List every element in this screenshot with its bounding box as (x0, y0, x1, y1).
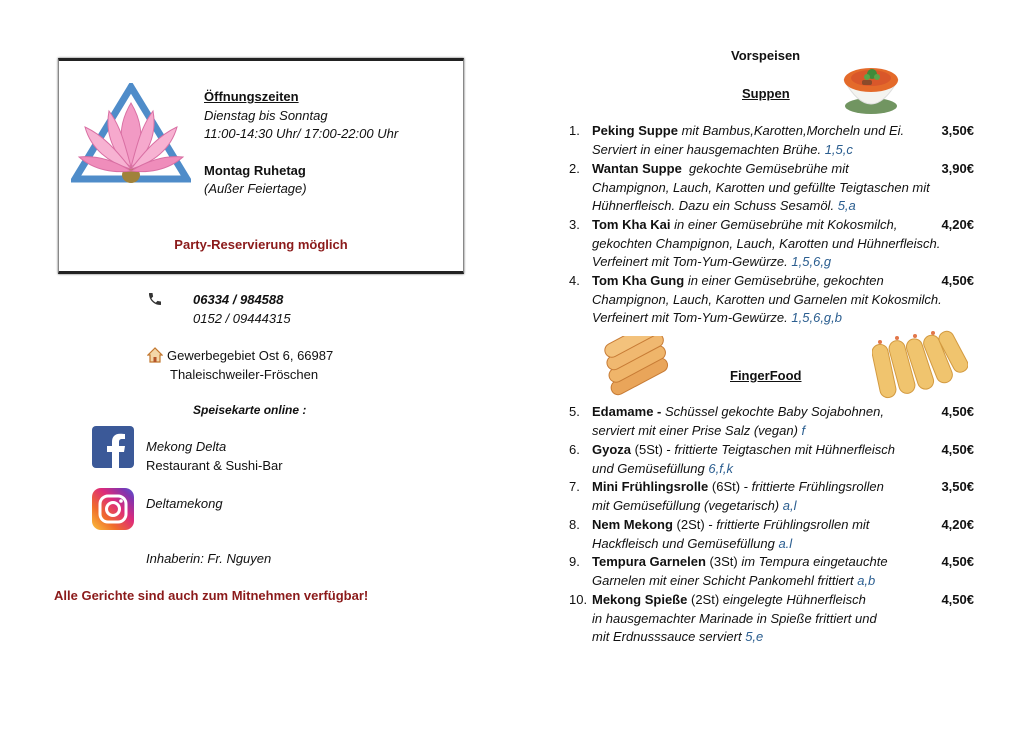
item-name: Wantan Suppe (592, 161, 682, 176)
item-number: 7. (569, 479, 580, 494)
menu-item (569, 441, 974, 478)
item-allergens: a,l (782, 497, 797, 513)
item-price: 4,50€ (937, 591, 974, 610)
item-quantity: (2St) (690, 592, 720, 607)
phone-icon (147, 291, 163, 310)
item-desc: Champignon, Lauch, Karotten und Garnelen mit Kokosmilch. (592, 291, 942, 307)
owner-name: Inhaberin: Fr. Nguyen (146, 551, 272, 566)
item-number: 8. (569, 517, 580, 532)
address-line-1: Gewerbegebiet Ost 6, 66987 (167, 348, 334, 363)
item-number: 10. (569, 592, 588, 607)
item-name: Gyoza (592, 442, 632, 457)
item-desc: frittierte Frühlingsrollen mit (716, 517, 870, 532)
menu-title: Vorspeisen (731, 48, 801, 63)
item-name: Tom Kha Kai (592, 217, 671, 232)
item-price: 4,20€ (937, 516, 974, 535)
item-price: 3,50€ (937, 122, 974, 141)
item-name: Mekong Spieße (592, 592, 688, 607)
item-desc: Verfeinert mit Tom-Yum-Gewürze. (592, 254, 788, 270)
item-number: 3. (569, 217, 580, 232)
menu-item (569, 516, 974, 553)
section-title-suppen: Suppen (742, 86, 790, 101)
item-desc: Garnelen mit einer Schicht Pankomehl frittiert (592, 572, 854, 588)
item-desc: Champignon, Lauch, Karotten und gefüllte Teigtaschen mit (592, 179, 930, 195)
hours-title: Öffnungszeiten (204, 89, 299, 104)
item-number: 5. (569, 404, 580, 419)
menu-item (569, 403, 974, 440)
item-desc: mit Erdnusssauce serviert (592, 629, 742, 645)
item-desc: Hackfleisch und Gemüsefüllung (592, 535, 775, 551)
item-desc: gekochte Gemüsebrühe mit (689, 161, 849, 176)
facebook-subtitle: Restaurant & Sushi-Bar (146, 458, 283, 473)
item-desc: Hühnerfleisch. Dazu ein Schuss Sesamöl. (592, 198, 835, 214)
item-price: 4,50€ (937, 403, 974, 422)
item-quantity: (3St) (709, 554, 738, 569)
item-name: Edamame (592, 404, 654, 419)
phone-number-1[interactable]: 06334 / 984588 (193, 292, 284, 307)
item-desc: Schüssel gekochte Baby Sojabohnen, (664, 404, 884, 419)
item-desc: frittierte Frühlingsrollen (751, 479, 884, 494)
takeaway-note: Alle Gerichte sind auch zum Mitnehmen verfügbar! (54, 588, 369, 603)
address-line-2: Thaleischweiler-Fröschen (170, 367, 319, 382)
menu-item (569, 478, 974, 515)
item-name: Tempura Garnelen (592, 554, 706, 569)
item-allergens: f (801, 422, 806, 438)
item-number: 2. (569, 161, 580, 176)
item-allergens: 1,5,6,g,b (791, 310, 843, 326)
item-desc: gekochten Champignon, Lauch, Karotten und Hühnerfleisch. (592, 235, 941, 251)
closed-day: Montag Ruhetag (204, 162, 306, 178)
closed-note: (Außer Feiertage) (204, 181, 307, 196)
lotus-logo-icon (71, 83, 191, 185)
item-desc: Verfeinert mit Tom-Yum-Gewürze. (592, 310, 788, 326)
facebook-name[interactable]: Mekong Delta (146, 439, 227, 454)
menu-item (569, 160, 974, 216)
opening-hours (204, 88, 398, 199)
item-desc: serviert mit einer Prise Salz (vegan) (592, 422, 798, 438)
item-price: 3,90€ (937, 160, 974, 179)
item-name: Mini Frühlingsrolle (592, 479, 709, 494)
item-desc: eingelegte Hühnerfleisch (722, 592, 866, 607)
item-allergens: 1,5,c (824, 141, 853, 157)
item-allergens: 5,a (837, 198, 856, 214)
item-price: 4,20€ (937, 216, 974, 235)
item-price: 4,50€ (937, 553, 974, 572)
menu-item (569, 272, 974, 328)
item-allergens: a,b (857, 572, 876, 588)
item-name: Nem Mekong (592, 517, 673, 532)
item-allergens: a.l (778, 535, 793, 551)
item-desc: mit Gemüsefüllung (vegetarisch) (592, 497, 780, 513)
menu-item (569, 553, 974, 590)
hours-times: 11:00-14:30 Uhr/ 17:00-22:00 Uhr (204, 126, 399, 141)
item-number: 9. (569, 554, 580, 569)
item-separator: - (740, 479, 752, 494)
party-reservation-note: Party-Reservierung möglich (174, 237, 348, 252)
menu-item (569, 122, 974, 159)
online-menu-label: Speisekarte online : (193, 403, 307, 417)
menu-item (569, 216, 974, 272)
item-price: 3,50€ (937, 478, 974, 497)
item-desc: Serviert in einer hausgemachten Brühe. (592, 141, 822, 157)
item-price: 4,50€ (937, 441, 974, 460)
item-price: 4,50€ (937, 272, 974, 291)
info-card (58, 58, 464, 274)
item-desc: in hausgemachter Marinade in Spieße frittiert und (592, 610, 877, 626)
item-allergens: 5,e (745, 629, 764, 645)
menu-item (569, 591, 974, 647)
item-number: 4. (569, 273, 580, 288)
spring-rolls-image (600, 336, 688, 399)
item-quantity: (2St) (676, 517, 705, 532)
item-allergens: 1,5,6,g (791, 254, 832, 270)
item-allergens: 6,f,k (708, 460, 733, 476)
item-number: 6. (569, 442, 580, 457)
facebook-icon[interactable] (92, 426, 134, 468)
tempura-shrimp-image (872, 328, 968, 405)
item-quantity: (5St) (634, 442, 663, 457)
house-icon (147, 347, 163, 366)
item-desc: frittierte Teigtaschen mit Hühnerfleisch (674, 442, 895, 457)
item-number: 1. (569, 123, 580, 138)
item-desc: im Tempura eingetauchte (741, 554, 888, 569)
item-desc: in einer Gemüsebrühe mit Kokosmilch, (674, 217, 898, 232)
item-quantity: (6St) (711, 479, 741, 494)
instagram-name[interactable]: Deltamekong (146, 496, 223, 511)
item-separator: - (662, 442, 675, 457)
soup-bowl-image (838, 58, 904, 119)
instagram-icon[interactable] (92, 488, 134, 530)
item-desc: und Gemüsefüllung (592, 460, 705, 476)
section-title-fingerfood: FingerFood (730, 368, 802, 383)
phone-number-2[interactable]: 0152 / 09444315 (193, 311, 291, 326)
item-separator: - (704, 517, 717, 532)
hours-days: Dienstag bis Sonntag (204, 107, 328, 123)
item-desc: mit Bambus,Karotten,Morcheln und Ei. (681, 123, 905, 138)
item-name: Tom Kha Gung (592, 273, 685, 288)
item-desc: in einer Gemüsebrühe, gekochten (687, 273, 884, 288)
item-name: Peking Suppe (592, 123, 678, 138)
item-separator: - (653, 404, 665, 419)
